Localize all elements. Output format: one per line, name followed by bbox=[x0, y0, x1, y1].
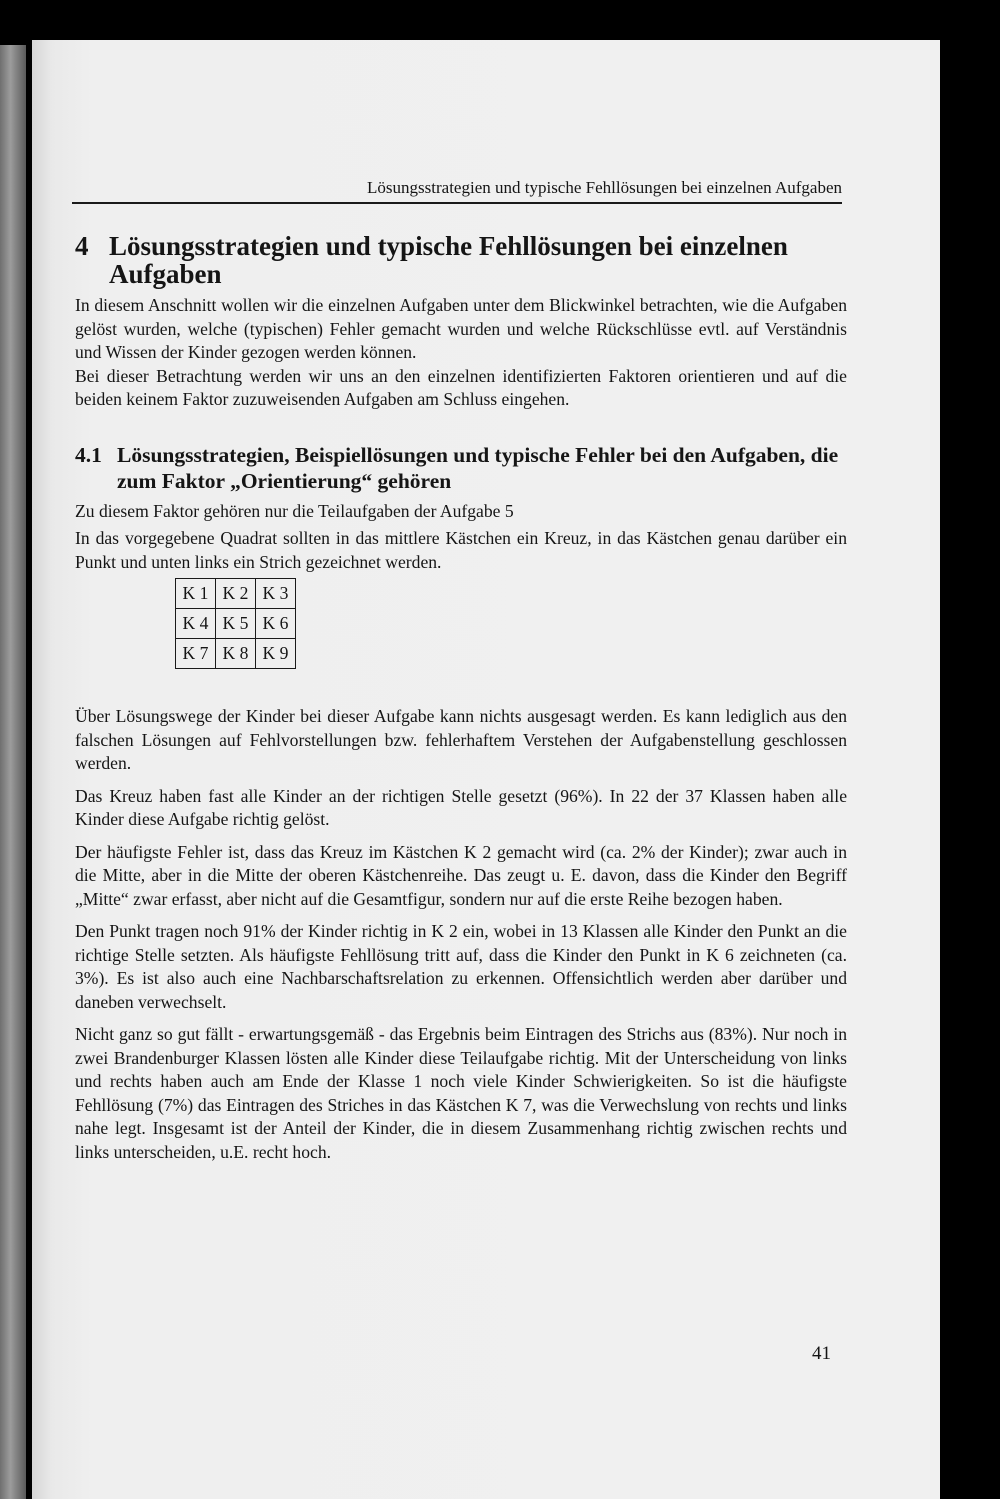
page-body bbox=[75, 224, 847, 1173]
grid-row bbox=[176, 609, 296, 639]
section-number: 4.1 bbox=[75, 442, 102, 467]
paragraph: Nicht ganz so gut fällt - erwartungsgemäß - das Ergebnis beim Eintragen des Strichs aus (83%). Nur noch in zwei Brandenburger Klassen lösten alle Kinder diese Teilaufgabe richtig. Mit der Unterscheidung von links und rechts haben auch am Ende der Klasse 1 noch viele Kinder Schwierigkeiten. So ist die häufigste Fehllösung (7%) das Eintragen des Striches in das Kästchen K 7, was die Verwechslung von rechts und links nahe legt. Insgesamt ist der Anteil der Kinder, die in diesem Zusammenhang richtig zwischen rechts und links unterscheiden, u.E. recht hoch. bbox=[75, 1024, 847, 1162]
section-heading bbox=[75, 442, 847, 494]
grid-cell: K 7 bbox=[176, 639, 216, 669]
grid-cell: K 1 bbox=[176, 579, 216, 609]
grid-cell: K 8 bbox=[216, 639, 256, 669]
paragraph: In das vorgegebene Quadrat sollten in das mittlere Kästchen ein Kreuz, in das Kästchen genau darüber ein Punkt und unten links ein Strich gezeichnet werden. bbox=[75, 528, 847, 572]
paragraph: Den Punkt tragen noch 91% der Kinder richtig in K 2 ein, wobei in 13 Klassen alle Kinder den Punkt an die richtige Stelle setzten. Als häufigste Fehllösung tritt auf, dass die Kinder den Punkt in K 6 zeichneten (ca. 3%). Es ist also auch eine Nachbarschaftsrelation zu erkennen. Offensichtlich werden aber darüber und daneben verwechselt. bbox=[75, 921, 847, 1012]
grid-cell: K 3 bbox=[256, 579, 296, 609]
section-title: Lösungsstrategien, Beispiellösungen und typische Fehler bei den Aufgaben, die zum Faktor „Orientierung“ gehören bbox=[117, 442, 839, 493]
running-header: Lösungsstrategien und typische Fehllösungen bei einzelnen Aufgaben bbox=[367, 178, 842, 197]
chapter-title: Lösungsstrategien und typische Fehllösungen bei einzelnen Aufgaben bbox=[109, 231, 788, 289]
grid-cell: K 5 bbox=[216, 609, 256, 639]
chapter-number: 4 bbox=[75, 231, 89, 261]
adjacent-page-edge bbox=[0, 45, 26, 1499]
grid-cell: K 9 bbox=[256, 639, 296, 669]
paragraph: Der häufigste Fehler ist, dass das Kreuz im Kästchen K 2 gemacht wird (ca. 2% der Kinder); zwar auch in die Mitte, aber in die Mitte der oberen Kästchenreihe. Das zeugt u. E. davon, dass die Kinder den Begriff „Mitte“ zwar erfasst, aber nicht auf die Gesamtfigur, sondern nur auf die erste Reihe bezogen haben. bbox=[75, 841, 847, 909]
k-grid-table bbox=[175, 578, 296, 669]
grid-row bbox=[176, 579, 296, 609]
paragraph: Zu diesem Faktor gehören nur die Teilaufgaben der Aufgabe 5 bbox=[75, 500, 514, 521]
paragraph: Über Lösungswege der Kinder bei dieser Aufgabe kann nichts ausgesagt werden. Es kann lediglich aus den falschen Lösungen auf Fehlvorstellungen bzw. fehlerhaftem Verstehen der Aufgabenstellung geschlossen werden. bbox=[75, 706, 847, 773]
paragraph: Das Kreuz haben fast alle Kinder an der richtigen Stelle gesetzt (96%). In 22 der 37 Klassen haben alle Kinder diese Aufgabe richtig gelöst. bbox=[75, 785, 847, 829]
grid-cell: K 4 bbox=[176, 609, 216, 639]
header-rule bbox=[72, 202, 842, 204]
grid-row bbox=[176, 639, 296, 669]
page-number: 41 bbox=[812, 1343, 831, 1364]
chapter-heading bbox=[75, 232, 847, 288]
grid-cell: K 2 bbox=[216, 579, 256, 609]
grid-cell: K 6 bbox=[256, 609, 296, 639]
paragraph: Bei dieser Betrachtung werden wir uns an den einzelnen identifizierten Faktoren orientieren und auf die beiden keinem Faktor zuzuweisenden Aufgaben am Schluss eingehen. bbox=[75, 365, 847, 409]
paragraph: In diesem Anschnitt wollen wir die einzelnen Aufgaben unter dem Blickwinkel betrachten, wie die Aufgaben gelöst wurden, welche (typischen) Fehler gemacht wurden und welche Rückschlüsse evtl. auf Verständnis und Wissen der Kinder gezogen werden können. bbox=[75, 295, 847, 362]
